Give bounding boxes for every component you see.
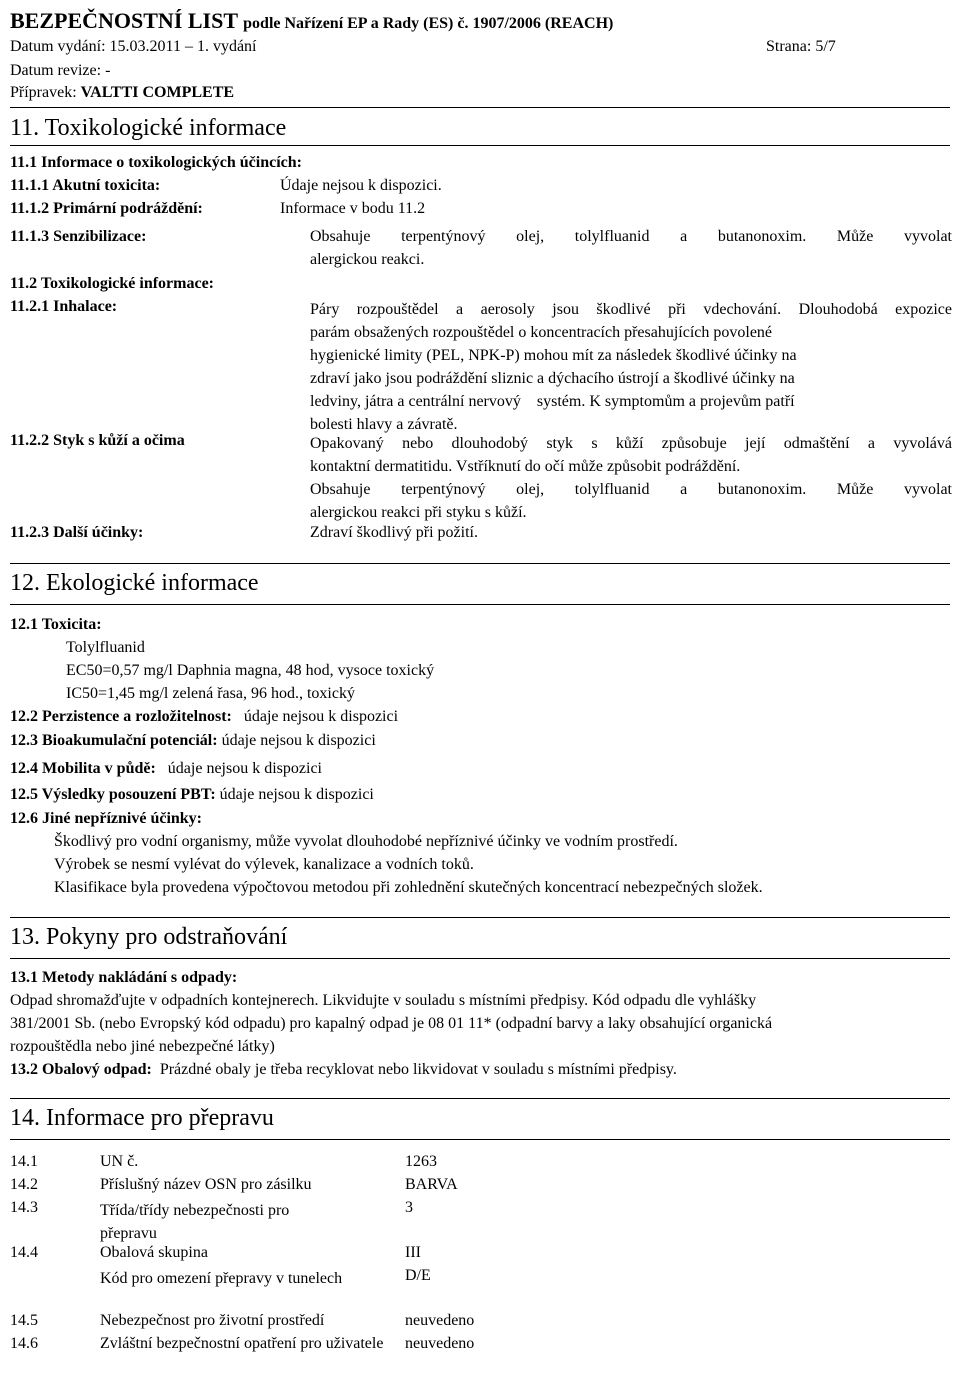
transport-row-value: III xyxy=(405,1244,421,1261)
s11-row-5-label: 11.2.2 Styk s kůží a očima xyxy=(10,432,185,449)
s12-toxicity-substance: Tolylfluanid xyxy=(66,639,145,656)
s13-packaging-label: 13.2 Obalový odpad: xyxy=(10,1061,152,1078)
s13-methods-line: rozpouštědla nebo jiné nebezpečné látky) xyxy=(10,1038,275,1055)
s11-row-4-line: zdraví jako jsou podráždění sliznic a dýchacího ústrojí a škodlivé účinky na xyxy=(310,370,795,387)
s11-row-4-label: 11.2.1 Inhalace: xyxy=(10,298,118,315)
transport-row-value: 3 xyxy=(405,1199,413,1216)
transport-row-value: neuvedeno xyxy=(405,1335,475,1352)
transport-row-value: D/E xyxy=(405,1267,431,1284)
title-sub: podle Nařízení EP a Rady (ES) č. 1907/2006 (REACH) xyxy=(243,15,614,32)
section-13-title: 13. Pokyny pro odstraňování xyxy=(10,924,288,950)
transport-row-value: neuvedeno xyxy=(405,1312,475,1329)
s12-bioaccumulation xyxy=(10,732,376,750)
s11-heading-1: 11.1 Informace o toxikologických účincích: xyxy=(10,154,302,171)
section-14-top-divider xyxy=(10,1098,950,1099)
s12-bioaccumulation-value: údaje nejsou k dispozici xyxy=(221,732,376,749)
header-divider xyxy=(10,107,950,108)
s12-other-effects-line: Klasifikace byla provedena výpočtovou metodou při zohlednění skutečných koncentrací nebezpečných složek. xyxy=(54,879,763,896)
s12-mobility xyxy=(10,760,322,778)
s11-row-5-line: Opakovaný nebo dlouhodobý styk s kůží způsobuje její odmaštění a vyvolává xyxy=(310,435,952,452)
section-11-divider xyxy=(10,145,950,146)
s11-row-6-value: Zdraví škodlivý při požití. xyxy=(310,524,478,541)
s11-row-4-value xyxy=(310,298,952,436)
transport-row-num: 14.2 xyxy=(10,1176,38,1193)
s13-methods-heading: 13.1 Metody nakládání s odpady: xyxy=(10,969,238,986)
s11-row-5-line: Obsahuje terpentýnový olej, tolylfluanid a butanonoxim. Může vyvolat xyxy=(310,481,952,498)
s12-persistence xyxy=(10,708,398,726)
s12-toxicity-heading: 12.1 Toxicita: xyxy=(10,616,102,633)
s11-row-1-value: Údaje nejsou k dispozici. xyxy=(280,177,442,194)
s11-row-4-line: ledviny, játra a centrální nervový systém. K symptomům a projevům patří xyxy=(310,393,795,410)
issue-date: Datum vydání: 15.03.2011 – 1. vydání xyxy=(10,38,257,55)
section-12-divider xyxy=(10,604,950,605)
transport-row-num: 14.1 xyxy=(10,1153,38,1170)
s11-row-4-line: bolesti hlavy a závratě. xyxy=(310,416,458,433)
s11-row-2-value: Informace v bodu 11.2 xyxy=(280,200,426,217)
s12-pbt-value: údaje nejsou k dispozici xyxy=(219,786,374,803)
s12-pbt-label: 12.5 Výsledky posouzení PBT: xyxy=(10,786,216,803)
transport-row-label: UN č. xyxy=(100,1153,139,1170)
transport-row-label: Nebezpečnost pro životní prostředí xyxy=(100,1312,325,1329)
s11-row-1-label: 11.1.1 Akutní toxicita: xyxy=(10,177,161,194)
section-13-top-divider xyxy=(10,917,950,918)
s11-row-2-label: 11.1.2 Primární podráždění: xyxy=(10,200,203,217)
s12-persistence-value: údaje nejsou k dispozici xyxy=(243,708,399,725)
s11-row-3-value-line-2: alergickou reakci. xyxy=(310,251,425,268)
s12-other-effects-line: Škodlivý pro vodní organismy, může vyvolat dlouhodobé nepříznivé účinky ve vodním prostředí. xyxy=(54,833,678,850)
s11-row-5-line: kontaktní dermatitidu. Vstříknutí do očí může způsobit podráždění. xyxy=(310,458,741,475)
s13-methods-line: 381/2001 Sb. (nebo Evropský kód odpadu) pro kapalný odpad je 08 01 11* (odpadní barvy a laky obsahující organická xyxy=(10,1015,773,1032)
revision-date: Datum revize: - xyxy=(10,62,111,79)
transport-row-num: 14.4 xyxy=(10,1244,38,1261)
s12-other-effects-label: 12.6 Jiné nepříznivé účinky: xyxy=(10,810,203,827)
title-main: BEZPEČNOSTNÍ LIST xyxy=(10,8,238,33)
s12-pbt xyxy=(10,786,374,804)
s13-methods-line: Odpad shromažďujte v odpadních kontejnerech. Likvidujte v souladu s místními předpisy. Kód odpadu dle vyhlášky xyxy=(10,992,757,1009)
transport-row-num: 14.5 xyxy=(10,1312,38,1329)
transport-row-label: Příslušný název OSN pro zásilku xyxy=(100,1176,312,1193)
s12-persistence-label: 12.2 Perzistence a rozložitelnost: xyxy=(10,708,232,725)
section-14-title: 14. Informace pro přepravu xyxy=(10,1105,274,1131)
section-11-title: 11. Toxikologické informace xyxy=(10,115,287,141)
s11-row-6-label: 11.2.3 Další účinky: xyxy=(10,524,144,541)
product-line xyxy=(10,84,234,102)
s13-packaging xyxy=(10,1061,677,1079)
section-14-divider xyxy=(10,1139,950,1140)
s12-mobility-label: 12.4 Mobilita v půdě: xyxy=(10,760,156,777)
section-12-title: 12. Ekologické informace xyxy=(10,570,259,596)
section-12-top-divider xyxy=(10,563,950,564)
s13-packaging-value: Prázdné obaly je třeba recyklovat nebo likvidovat v souladu s místními předpisy. xyxy=(159,1061,677,1078)
s11-row-3-label: 11.1.3 Senzibilizace: xyxy=(10,228,147,245)
section-13-divider xyxy=(10,958,950,959)
s11-row-4-line: hygienické limity (PEL, NPK-P) mohou mít za následek škodlivé účinky na xyxy=(310,347,797,364)
s12-toxicity-ic50: IC50=1,45 mg/l zelená řasa, 96 hod., toxický xyxy=(66,685,355,702)
product-label: Přípravek: xyxy=(10,84,77,101)
s11-row-5-value xyxy=(310,432,952,524)
s11-row-3-value-line-1: Obsahuje terpentýnový olej, tolylfluanid a butanonoxim. Může vyvolat xyxy=(310,228,952,245)
transport-row-label: Třída/třídy nebezpečnosti pro přepravu xyxy=(100,1202,290,1242)
transport-row-label: Kód pro omezení přepravy v tunelech xyxy=(100,1270,343,1287)
s12-bioaccumulation-label: 12.3 Bioakumulační potenciál: xyxy=(10,732,218,749)
transport-row-num: 14.3 xyxy=(10,1199,38,1216)
page-number: Strana: 5/7 xyxy=(766,38,836,55)
product-name: VALTTI COMPLETE xyxy=(80,84,235,101)
transport-row-value: BARVA xyxy=(405,1176,458,1193)
document-title xyxy=(10,8,613,33)
s11-row-4-line: parám obsažených rozpouštědel o koncentracích přesahujících povolené xyxy=(310,324,773,341)
s11-row-4-line: Páry rozpouštědel a aerosoly jsou škodlivé při vdechování. Dlouhodobá expozice xyxy=(310,301,952,318)
s12-mobility-value: údaje nejsou k dispozici xyxy=(167,760,322,777)
transport-row-label: Zvláštní bezpečnostní opatření pro uživatele xyxy=(100,1335,384,1352)
transport-row-num: 14.6 xyxy=(10,1335,38,1352)
s12-other-effects-line: Výrobek se nesmí vylévat do výlevek, kanalizace a vodních toků. xyxy=(54,856,474,873)
transport-row-value: 1263 xyxy=(405,1153,437,1170)
s11-row-5-line: alergickou reakci při styku s kůží. xyxy=(310,504,527,521)
s11-heading-2: 11.2 Toxikologické informace: xyxy=(10,275,214,292)
transport-row-label: Obalová skupina xyxy=(100,1244,208,1261)
s12-toxicity-ec50: EC50=0,57 mg/l Daphnia magna, 48 hod, vysoce toxický xyxy=(66,662,435,679)
